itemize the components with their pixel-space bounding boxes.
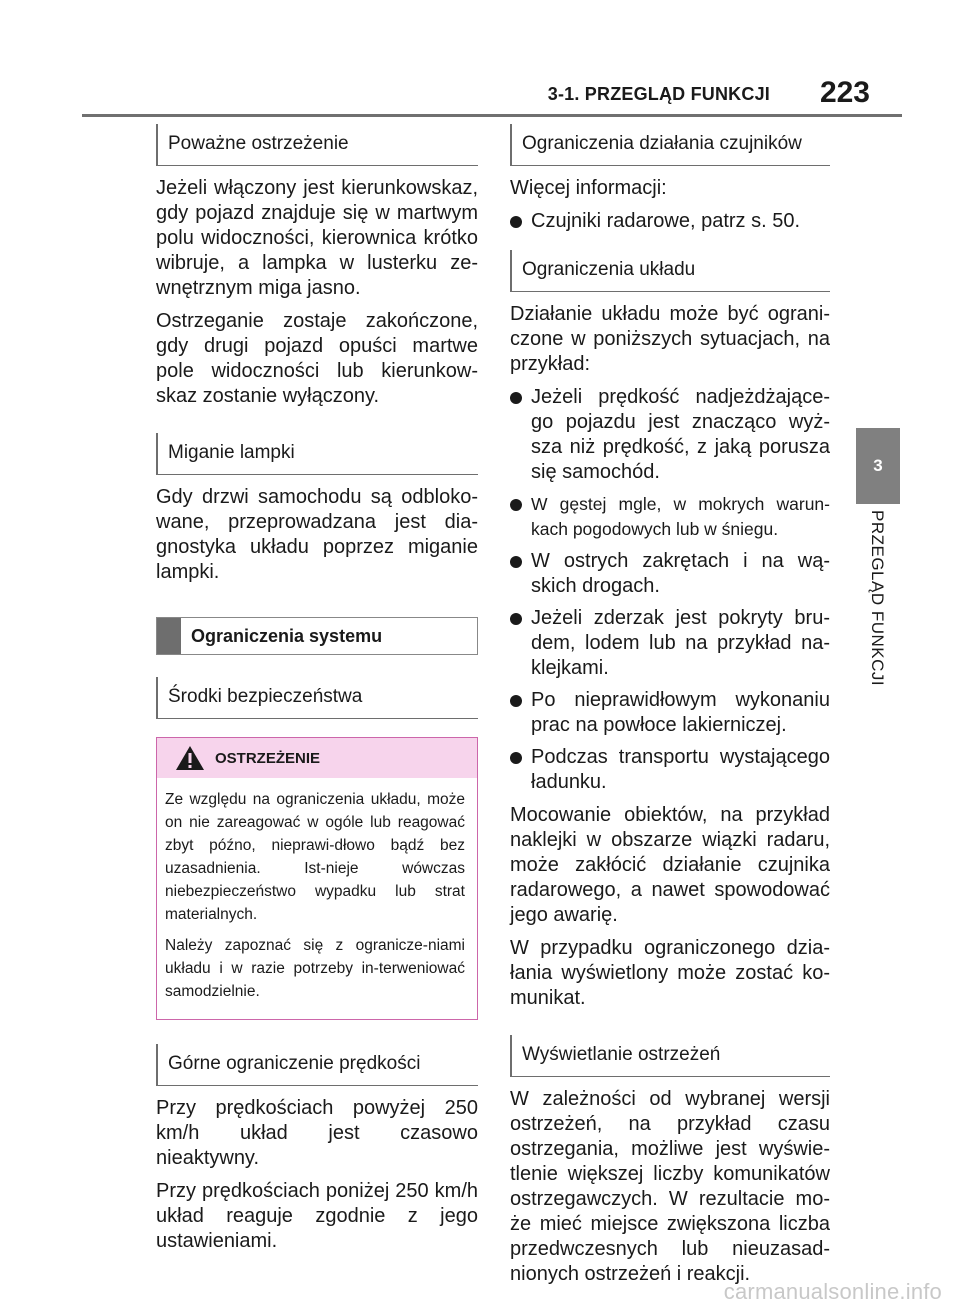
paragraph: W zależności od wybranej wersji ostrzeżeń, na przykład czasu ostrzegania, możliwe jest wyświe-tlenie większej liczby komunikatów ostrzegawczych. W rezultacie mo-że mieć miejsce zwiększona liczba przedwczesnych lub nieuzasad-nionych ostrzeżeń i reakcji. xyxy=(510,1088,830,1285)
warning-box xyxy=(156,737,478,1020)
paragraph: Przy prędkościach poniżej 250 km/h układ reaguje zgodnie z jego ustawieniami. xyxy=(156,1180,478,1252)
list-item: Jeżeli zderzak jest pokryty bru-dem, lodem lub na przykład na-klejkami. xyxy=(510,606,830,681)
subheading-upper-speed-limit: Górne ograniczenie prędkości xyxy=(156,1044,478,1086)
list-item: W ostrych zakrętach i na wą-skich drogach. xyxy=(510,549,830,599)
subheading-serious-warning: Poważne ostrzeżenie xyxy=(156,124,478,166)
paragraph: W przypadku ograniczonego dzia-łania wyświetlony może zostać ko-munikat. xyxy=(510,937,830,1009)
subheading-warning-display: Wyświetlanie ostrzeżeń xyxy=(510,1035,830,1077)
bullet-list-sensors xyxy=(510,209,830,234)
paragraph: Gdy drzwi samochodu są odbloko-wane, przeprowadzana jest dia-gnostyka układu poprzez miganie lampki. xyxy=(156,486,478,583)
warning-title: OSTRZEŻENIE xyxy=(215,749,321,767)
list-item: Po nieprawidłowym wykonaniu prac na powłoce lakierniczej. xyxy=(510,688,830,738)
paragraph: Ostrzeganie zostaje zakończone, gdy drugi pojazd opuści martwe pole widoczności lub kierunkow-skaz zostanie wyłączony. xyxy=(156,310,478,407)
warning-paragraph: Należy zapoznać się z ogranicze-niami układu i w razie potrzeby in-terweniować samodzielnie. xyxy=(165,937,465,1000)
list-item: Podczas transportu wystającego ładunku. xyxy=(510,745,830,795)
header-divider xyxy=(82,114,902,117)
subheading-sensor-limits: Ograniczenia działania czujników xyxy=(510,124,830,166)
list-item: Jeżeli prędkość nadjeżdżające-go pojazdu jest znacząco wyż-sza niż prędkość, z jaką porusza się samochód. xyxy=(510,385,830,485)
paragraph: Mocowanie obiektów, na przykład naklejki w obszarze wiązki radaru, może zakłócić działanie czujnika radarowego, a nawet spowodować jego awarię. xyxy=(510,804,830,926)
left-column xyxy=(156,124,478,1262)
right-column xyxy=(510,124,830,1295)
section-heading-bar xyxy=(157,618,181,654)
chapter-tab-label: PRZEGLĄD FUNKCJI xyxy=(868,510,887,687)
chapter-tab[interactable]: 3 xyxy=(856,428,900,504)
warning-header xyxy=(157,738,477,778)
warning-triangle-icon xyxy=(175,745,205,771)
watermark: carmanualsonline.info xyxy=(723,1279,942,1304)
list-item: Czujniki radarowe, patrz s. 50. xyxy=(510,209,830,234)
paragraph: Więcej informacji: xyxy=(510,177,667,199)
paragraph: Przy prędkościach powyżej 250 km/h układ jest czasowo nieaktywny. xyxy=(156,1097,478,1169)
chapter-title: 3-1. PRZEGLĄD FUNKCJI xyxy=(547,84,770,104)
bullet-list-conditions xyxy=(510,385,830,795)
paragraph: Jeżeli włączony jest kierunkowskaz, gdy pojazd znajduje się w martwym polu widoczności, kierownica krótko wibruje, a lampka w lusterku ze-wnętrznym miga jasno. xyxy=(156,177,478,299)
subheading-lamp-flashing: Miganie lampki xyxy=(156,433,478,475)
warning-paragraph: Ze względu na ograniczenia układu, może on nie zareagować w ogóle lub reagować zbyt późno, nieprawi-dłowo bądź bez uzasadnienia. Ist-nieje wówczas niebezpieczeństwo wypadku lub strat materialnych. xyxy=(165,791,465,923)
page-number: 223 xyxy=(819,76,870,109)
warning-body xyxy=(157,778,477,1019)
subheading-safety-measures: Środki bezpieczeństwa xyxy=(156,677,478,719)
paragraph: Działanie układu może być ograni-czone w poniższych sytuacjach, na przykład: xyxy=(510,303,830,375)
subheading-system-limits: Ograniczenia układu xyxy=(510,250,830,292)
section-heading-system-limits xyxy=(156,617,478,655)
list-item: W gęstej mgle, w mokrych warun-kach pogodowych lub w śniegu. xyxy=(510,492,830,542)
section-heading-text: Ograniczenia systemu xyxy=(191,625,383,646)
